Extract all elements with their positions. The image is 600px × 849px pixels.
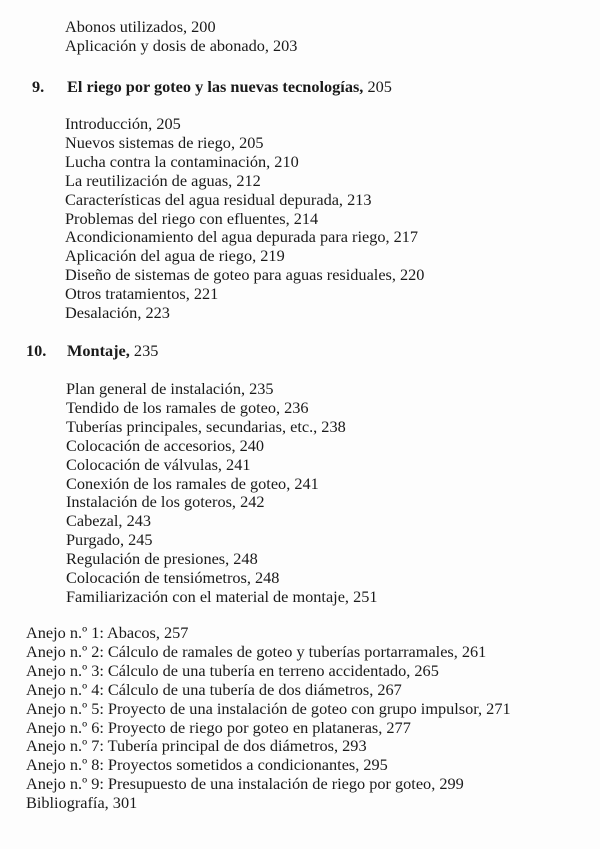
- intro-items: [65, 18, 297, 56]
- toc-entry: Problemas del riego con efluentes, 214: [65, 208, 319, 228]
- toc-entry: Características del agua residual depurada, 213: [65, 189, 372, 209]
- annex-entry: Anejo n.º 5: Proyecto de una instalación de goteo con grupo impulsor, 271: [26, 698, 511, 718]
- toc-entry: Lucha contra la contaminación, 210: [65, 151, 299, 171]
- chapter-10-items: [66, 380, 378, 607]
- toc-entry: Colocación de válvulas, 241: [66, 454, 251, 474]
- chapter-9-items: [65, 115, 424, 323]
- toc-entry: Familiarización con el material de montaje, 251: [66, 586, 378, 606]
- toc-entry: Aplicación y dosis de abonado, 203: [65, 35, 298, 55]
- toc-entry: Tuberías principales, secundarias, etc., 238: [66, 416, 346, 436]
- annex-entry: Anejo n.º 4: Cálculo de una tubería de dos diámetros, 267: [26, 679, 402, 699]
- toc-entry: Instalación de los goteros, 242: [66, 492, 265, 512]
- chapter-page: 235: [133, 341, 159, 360]
- annex-entry: Anejo n.º 3: Cálculo de una tubería en terreno accidentado, 265: [26, 660, 439, 680]
- annex-entry: Anejo n.º 7: Tubería principal de dos diámetros, 293: [26, 736, 367, 756]
- toc-entry: Cabezal, 243: [66, 511, 151, 531]
- toc-entry: Desalación, 223: [65, 303, 170, 323]
- chapter-number: 10.: [26, 341, 47, 360]
- annex-entry: Anejo n.º 2: Cálculo de ramales de goteo y tuberías portarramales, 261: [26, 641, 487, 661]
- toc-entry: Colocación de tensiómetros, 248: [66, 568, 280, 588]
- toc-entry: La reutilización de aguas, 212: [65, 170, 261, 190]
- chapter-page: 205: [367, 77, 392, 96]
- toc-entry: Conexión de los ramales de goteo, 241: [66, 473, 319, 493]
- chapter-title: [67, 78, 392, 97]
- chapter-number: 9.: [32, 77, 45, 96]
- toc-entry: Diseño de sistemas de goteo para aguas residuales, 220: [65, 265, 425, 285]
- annexes-list: [26, 624, 511, 813]
- toc-entry: Abonos utilizados, 200: [65, 17, 216, 36]
- chapter-title-text: El riego por goteo y las nuevas tecnologías,: [67, 77, 364, 96]
- chapter-title-text: Montaje,: [67, 341, 130, 360]
- chapter-title: [67, 342, 158, 361]
- annex-entry: Anejo n.º 9: Presupuesto de una instalación de riego por goteo, 299: [26, 774, 464, 794]
- bibliography-entry: Bibliografía, 301: [26, 793, 138, 813]
- toc-entry: Aplicación del agua de riego, 219: [65, 246, 285, 266]
- toc-entry: Otros tratamientos, 221: [65, 284, 219, 304]
- toc-entry: Plan general de instalación, 235: [66, 379, 274, 398]
- toc-entry: Tendido de los ramales de goteo, 236: [66, 397, 309, 417]
- annex-entry: Anejo n.º 8: Proyectos sometidos a condicionantes, 295: [26, 755, 388, 775]
- toc-entry: Acondicionamiento del agua depurada para riego, 217: [65, 227, 419, 247]
- toc-entry: Colocación de accesorios, 240: [66, 435, 265, 455]
- toc-entry: Purgado, 245: [66, 530, 153, 550]
- toc-entry: Regulación de presiones, 248: [66, 549, 258, 569]
- toc-entry: Introducción, 205: [65, 114, 181, 133]
- annex-entry: Anejo n.º 1: Abacos, 257: [26, 623, 189, 642]
- toc-entry: Nuevos sistemas de riego, 205: [65, 132, 264, 152]
- annex-entry: Anejo n.º 6: Proyecto de riego por goteo en plataneras, 277: [26, 717, 411, 737]
